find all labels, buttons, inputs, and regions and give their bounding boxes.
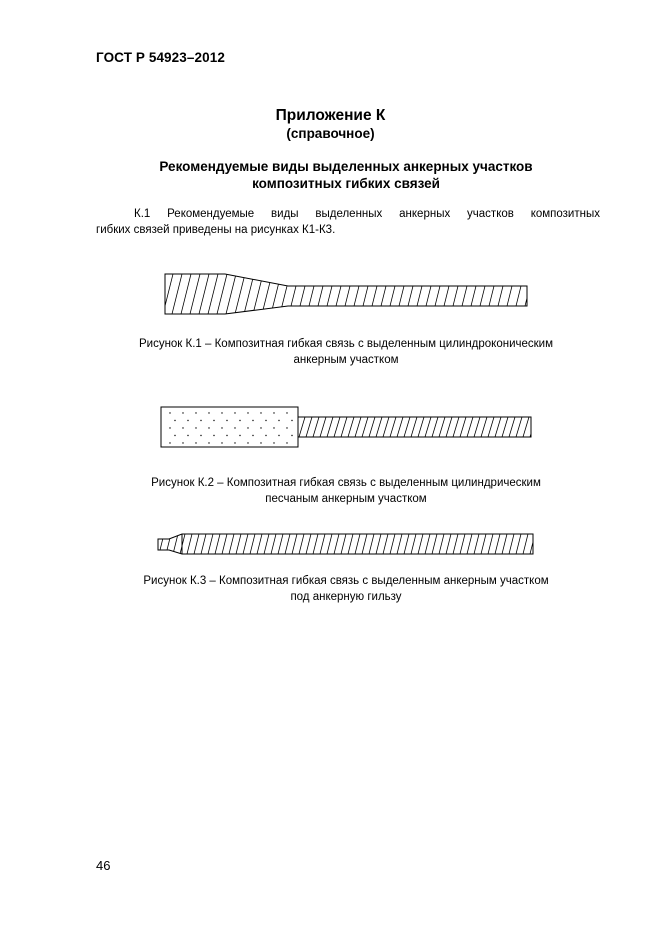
body-paragraph <box>96 206 600 238</box>
figure-k1-hatching <box>153 270 534 318</box>
section-title <box>96 158 596 192</box>
figure-k1-caption <box>96 336 596 368</box>
hatch-line <box>495 270 507 318</box>
figure-k1-caption-line2: анкерным участком <box>293 354 399 366</box>
sand-dot <box>260 412 261 413</box>
sand-dot <box>213 420 214 421</box>
sand-dot <box>278 420 279 421</box>
hatch-line <box>405 270 417 318</box>
figure-k2-sand-section <box>161 407 298 447</box>
hatch-line <box>516 417 522 437</box>
hatch-line <box>351 270 363 318</box>
hatch-line <box>432 270 444 318</box>
appendix-title: Приложение К <box>275 107 386 124</box>
hatch-line <box>418 417 424 437</box>
hatch-line <box>369 417 375 437</box>
hatch-line <box>414 270 426 318</box>
hatch-line <box>467 417 473 437</box>
section-title-line2: композитных гибких связей <box>252 176 440 191</box>
figure-k2-caption-line1: Рисунок К.2 – Композитная гибкая связь с выделенным цилиндрическим <box>151 477 541 489</box>
hatch-line <box>360 270 372 318</box>
hatch-line <box>369 270 381 318</box>
hatch-line <box>189 270 201 318</box>
sand-dot <box>182 412 183 413</box>
hatch-line <box>390 417 396 437</box>
hatch-line <box>348 417 354 437</box>
hatch-line <box>446 417 452 437</box>
hatch-line <box>481 417 487 437</box>
hatch-line <box>153 270 165 318</box>
sand-dot <box>169 427 170 428</box>
sand-dot <box>200 420 201 421</box>
hatch-line <box>459 270 471 318</box>
hatch-line <box>261 270 273 318</box>
hatch-line <box>460 417 466 437</box>
sand-dot <box>265 420 266 421</box>
hatch-line <box>180 270 192 318</box>
figure-k2-caption <box>96 475 596 507</box>
figure-k1-drawing <box>160 270 532 320</box>
sand-dot <box>208 412 209 413</box>
sand-dot <box>195 412 196 413</box>
hatch-line <box>341 417 347 437</box>
sand-dot <box>291 435 292 436</box>
sand-dot <box>234 412 235 413</box>
hatch-line <box>320 417 326 437</box>
hatch-line <box>378 270 390 318</box>
hatch-line <box>488 417 494 437</box>
figure-k2-caption-line2: песчаным анкерным участком <box>265 493 427 505</box>
hatch-line <box>342 270 354 318</box>
sand-dot <box>247 442 248 443</box>
hatch-line <box>502 417 508 437</box>
sand-dot <box>278 435 279 436</box>
hatch-line <box>315 270 327 318</box>
sand-dot <box>273 412 274 413</box>
sand-dot <box>286 412 287 413</box>
hatch-line <box>439 417 445 437</box>
hatch-line <box>450 270 462 318</box>
body-paragraph-line2: гибких связей приведены на рисунках К1-К3. <box>96 224 336 236</box>
section-title-line1: Рекомендуемые виды выделенных анкерных участков <box>159 159 533 174</box>
hatch-line <box>387 270 399 318</box>
hatch-line <box>383 417 389 437</box>
page-number: 46 <box>96 858 111 873</box>
hatch-line <box>171 270 183 318</box>
hatch-line <box>288 270 300 318</box>
hatch-line <box>225 270 237 318</box>
sand-dot <box>208 427 209 428</box>
hatch-line <box>425 417 431 437</box>
hatch-line <box>198 270 210 318</box>
hatch-line <box>327 417 333 437</box>
hatch-line <box>411 417 417 437</box>
figure-k3-caption <box>96 573 596 605</box>
hatch-line <box>432 417 438 437</box>
sand-dot <box>169 442 170 443</box>
hatch-line <box>306 417 312 437</box>
hatch-line <box>162 270 174 318</box>
hatch-line <box>441 270 453 318</box>
hatch-line <box>362 417 368 437</box>
appendix-subtitle: (справочное) <box>286 126 375 141</box>
sand-dot <box>221 427 222 428</box>
sand-dot <box>174 420 175 421</box>
sand-dot <box>195 442 196 443</box>
hatch-line <box>333 270 345 318</box>
hatch-line <box>509 417 515 437</box>
sand-dot <box>286 427 287 428</box>
hatch-line <box>376 417 382 437</box>
hatch-line <box>172 530 179 558</box>
figure-k3-caption-line1: Рисунок К.3 – Композитная гибкая связь с выделенным анкерным участком <box>143 575 549 587</box>
sand-dot <box>221 412 222 413</box>
sand-dot <box>169 412 170 413</box>
hatch-line <box>270 270 282 318</box>
hatch-line <box>297 270 309 318</box>
document-code: ГОСТ Р 54923–2012 <box>96 50 225 65</box>
hatch-line <box>207 270 219 318</box>
sand-dot <box>260 427 261 428</box>
hatch-line <box>151 530 158 558</box>
figure-k1-outline <box>165 274 527 314</box>
figure-k1-caption-line1: Рисунок К.1 – Композитная гибкая связь с выделенным цилиндроконическим <box>138 338 554 350</box>
hatch-line <box>396 270 408 318</box>
sand-dot <box>273 427 274 428</box>
sand-dot <box>239 435 240 436</box>
hatch-line <box>453 417 459 437</box>
sand-dot <box>221 442 222 443</box>
hatch-line <box>165 530 172 558</box>
sand-dot <box>187 420 188 421</box>
hatch-line <box>355 417 361 437</box>
hatch-line <box>397 417 403 437</box>
sand-dot <box>174 435 175 436</box>
sand-dot <box>252 435 253 436</box>
hatch-line <box>474 417 480 437</box>
hatch-line <box>468 270 480 318</box>
sand-dot <box>239 420 240 421</box>
sand-dot <box>291 420 292 421</box>
hatch-line <box>523 417 529 437</box>
hatch-line <box>158 530 165 558</box>
figure-k2-hatching <box>292 417 536 437</box>
sand-dot <box>182 442 183 443</box>
sand-dot <box>187 435 188 436</box>
figure-k3-caption-line2: под анкерную гильзу <box>290 591 402 603</box>
hatch-line <box>324 270 336 318</box>
sand-dot <box>286 442 287 443</box>
hatch-line <box>299 417 305 437</box>
sand-dot <box>247 427 248 428</box>
sand-dot <box>182 427 183 428</box>
sand-dot <box>265 435 266 436</box>
sand-dot <box>252 420 253 421</box>
hatch-line <box>477 270 489 318</box>
sand-dot <box>200 435 201 436</box>
hatch-line <box>216 270 228 318</box>
sand-dot <box>195 427 196 428</box>
sand-dot <box>226 435 227 436</box>
hatch-line <box>522 270 534 318</box>
hatch-line <box>504 270 516 318</box>
hatch-line <box>279 270 291 318</box>
hatch-line <box>404 417 410 437</box>
sand-dot <box>226 420 227 421</box>
sand-dot <box>234 442 235 443</box>
figure-k2-drawing <box>158 402 534 450</box>
hatch-line <box>495 417 501 437</box>
hatch-line <box>306 270 318 318</box>
hatch-line <box>486 270 498 318</box>
hatch-line <box>423 270 435 318</box>
sand-dot <box>234 427 235 428</box>
sand-dot <box>213 435 214 436</box>
sand-dot <box>260 442 261 443</box>
hatch-line <box>334 417 340 437</box>
body-paragraph-line1: К.1 Рекомендуемые виды выделенных анкерных участков композитных <box>134 208 600 220</box>
figure-k3-drawing <box>155 530 537 558</box>
hatch-line <box>313 417 319 437</box>
sand-dot <box>247 412 248 413</box>
sand-dot <box>273 442 274 443</box>
hatch-line <box>513 270 525 318</box>
sand-dot <box>208 442 209 443</box>
